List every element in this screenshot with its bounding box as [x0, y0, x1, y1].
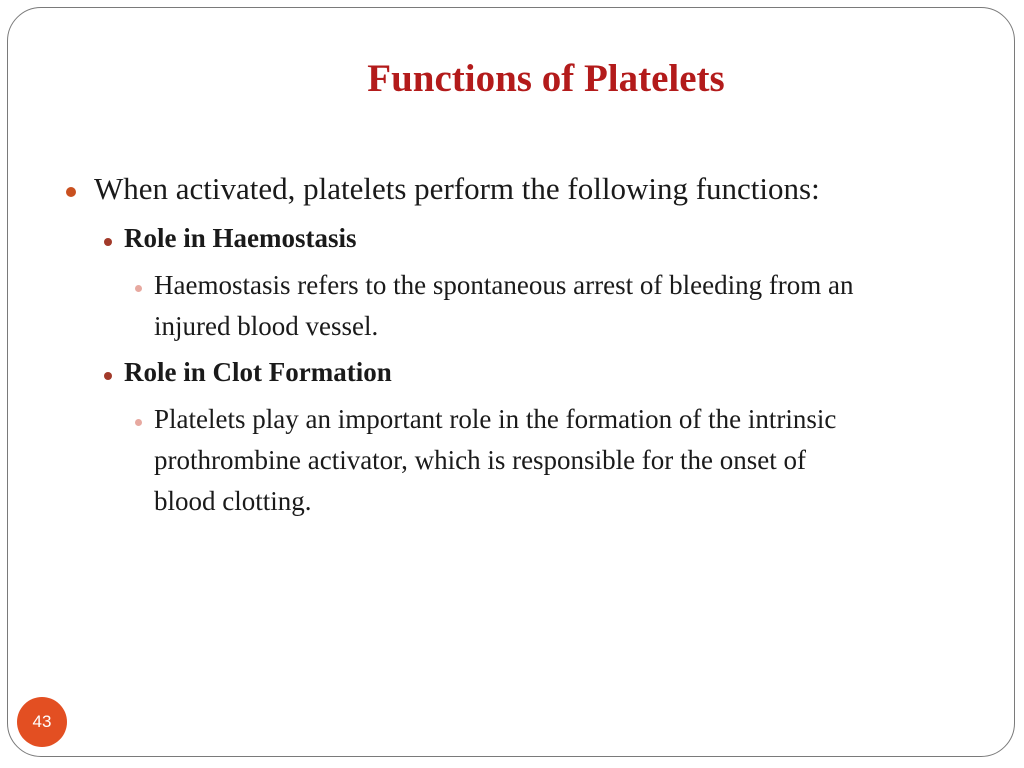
bullet-dot-level1	[66, 187, 76, 197]
slide	[7, 7, 1015, 757]
slide-content	[8, 8, 1014, 756]
bullet-dot-level3	[135, 419, 142, 426]
bullet-dot-level2	[104, 238, 112, 246]
section-heading-clot-formation: Role in Clot Formation	[124, 357, 392, 387]
haemostasis-detail-line-2: injured blood vessel.	[154, 311, 379, 341]
haemostasis-detail-line-1: Haemostasis refers to the spontaneous arrest of bleeding from an	[154, 270, 854, 300]
clot-formation-detail-line-3: blood clotting.	[154, 486, 312, 516]
section-heading-haemostasis: Role in Haemostasis	[124, 223, 357, 253]
clot-formation-detail-line-1: Platelets play an important role in the formation of the intrinsic	[154, 404, 837, 434]
slide-title: Functions of Platelets	[367, 57, 725, 100]
clot-formation-detail-line-2: prothrombine activator, which is responsible for the onset of	[154, 445, 807, 475]
page-number-badge: 43	[17, 697, 67, 747]
intro-text: When activated, platelets perform the following functions:	[94, 171, 820, 206]
bullet-dot-level2	[104, 372, 112, 380]
bullet-dot-level3	[135, 285, 142, 292]
